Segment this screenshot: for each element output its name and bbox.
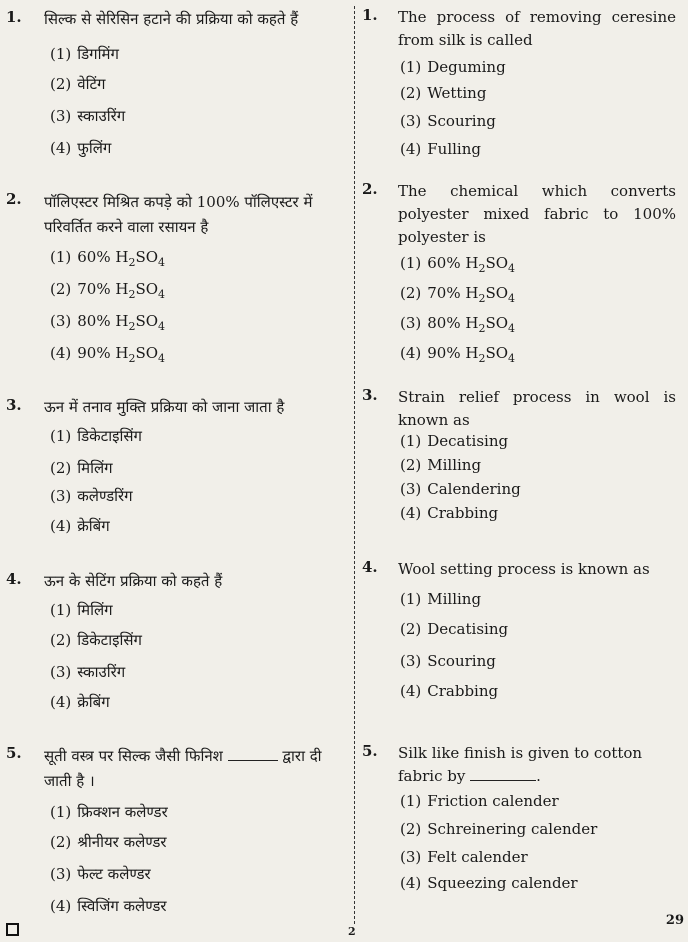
option-4: (4) क्रेबिंग xyxy=(50,693,110,711)
option-3: (3) स्काउरिंग xyxy=(50,663,126,681)
option-2: (2) डिकेटाइसिंग xyxy=(50,631,142,649)
option-1: (1) 60% $H_2SO_4$ xyxy=(400,254,516,275)
option-1: (1) फ्रिक्शन कलेण्डर xyxy=(50,803,168,821)
question-text: सिल्क से सेरिसिन हटाने की प्रक्रिया को कहते हैं xyxy=(44,10,299,28)
option-3: (3) Scouring xyxy=(400,112,496,130)
option-1: (1) डिकेटाइसिंग xyxy=(50,427,142,445)
option-1: (1) Friction calender xyxy=(400,792,559,810)
question-number: 5. xyxy=(362,742,378,760)
option-3: (3) 80% $H_2SO_4$ xyxy=(400,314,516,335)
question-text: The process of removing ceresine from silk is called xyxy=(398,8,676,49)
page-number-right: 29 xyxy=(665,913,684,928)
fill-blank xyxy=(470,780,536,781)
question-text: ऊन के सेटिंग प्रक्रिया को कहते हैं xyxy=(44,572,223,590)
option-4: (4) Crabbing xyxy=(400,682,499,700)
option-2: (2) Milling xyxy=(400,456,482,474)
option-2: (2) 70% $H_2SO_4$ xyxy=(400,284,516,305)
option-3: (3) स्काउरिंग xyxy=(50,107,126,125)
question-number: 5. xyxy=(6,744,22,762)
option-1: (1) Deguming xyxy=(400,58,506,76)
question-number: 2. xyxy=(362,180,378,198)
option-1: (1) Decatising xyxy=(400,432,509,450)
option-2: (2) Decatising xyxy=(400,620,509,638)
question-number: 1. xyxy=(362,6,378,24)
option-1: (1) डिगमिंग xyxy=(50,45,119,63)
question-text: The chemical which converts polyester mixed fabric to 100% polyester is xyxy=(398,182,676,246)
option-4: (4) Squeezing calender xyxy=(400,874,578,892)
fill-blank xyxy=(228,760,278,761)
option-3: (3) Calendering xyxy=(400,480,521,498)
option-2: (2) मिलिंग xyxy=(50,459,113,477)
option-4: (4) Crabbing xyxy=(400,504,499,522)
option-4: (4) 90% $H_2SO_4$ xyxy=(400,344,516,365)
footer-square-mark xyxy=(6,923,19,936)
option-2: (2) Schreinering calender xyxy=(400,820,598,838)
question-number: 2. xyxy=(6,190,22,208)
question-text: Wool setting process is known as xyxy=(398,560,650,578)
option-2: (2) 70% $H_2SO_4$ xyxy=(50,280,166,301)
option-4: (4) Fulling xyxy=(400,140,481,158)
question-number: 4. xyxy=(362,558,378,576)
option-2: (2) Wetting xyxy=(400,84,487,102)
question-number: 1. xyxy=(6,8,22,26)
question-text: Silk like finish is given to cotton fabric by . xyxy=(398,744,643,785)
question-text: पॉलिएस्टर मिश्रित कपड़े को 100% पॉलिएस्टर में परिवर्तित करने वाला रसायन है xyxy=(44,193,313,236)
option-3: (3) 80% $H_2SO_4$ xyxy=(50,312,166,333)
question-number: 4. xyxy=(6,570,22,588)
option-4: (4) 90% $H_2SO_4$ xyxy=(50,344,166,365)
option-1: (1) Milling xyxy=(400,590,482,608)
option-4: (4) स्विजिंग कलेण्डर xyxy=(50,897,167,915)
question-text: Strain relief process in wool is known as xyxy=(398,388,676,429)
column-divider xyxy=(354,6,355,924)
option-3: (3) Scouring xyxy=(400,652,496,670)
question-text: ऊन में तनाव मुक्ति प्रक्रिया को जाना जाता है xyxy=(44,398,285,416)
option-2: (2) श्रीनीयर कलेण्डर xyxy=(50,833,167,851)
option-4: (4) फुलिंग xyxy=(50,139,112,157)
page-number-center: 2 xyxy=(348,925,356,938)
option-1: (1) मिलिंग xyxy=(50,601,113,619)
question-text: सूती वस्त्र पर सिल्क जैसी फिनिश द्वारा दी जाती है । xyxy=(44,747,322,790)
option-2: (2) वेटिंग xyxy=(50,75,106,93)
option-4: (4) क्रेबिंग xyxy=(50,517,110,535)
option-1: (1) 60% $H_2SO_4$ xyxy=(50,248,166,269)
option-3: (3) फेल्ट कलेण्डर xyxy=(50,865,151,883)
question-number: 3. xyxy=(362,386,378,404)
option-3: (3) Felt calender xyxy=(400,848,528,866)
option-3: (3) कलेण्डरिंग xyxy=(50,487,133,505)
question-number: 3. xyxy=(6,396,22,414)
